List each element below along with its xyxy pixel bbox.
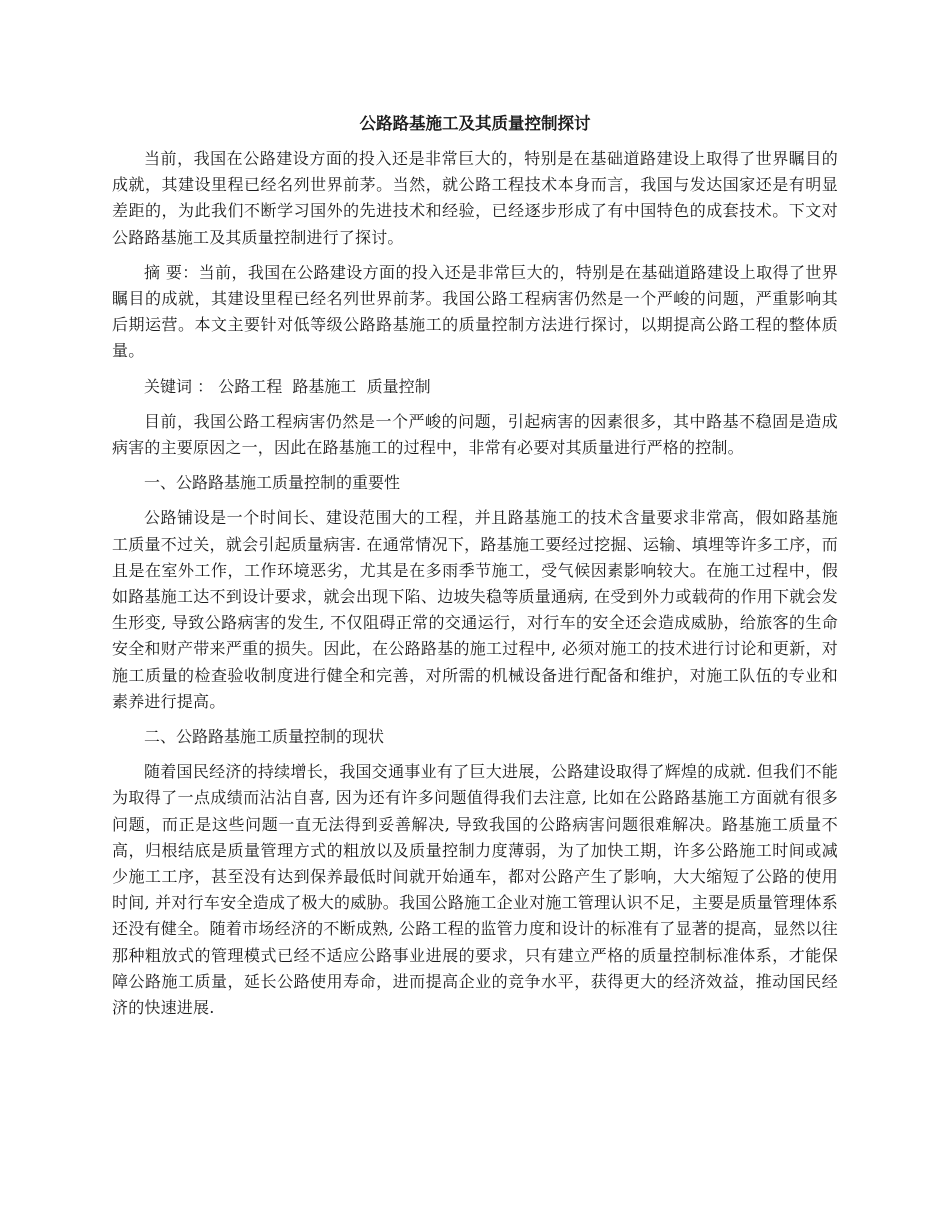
keyword-item: 路基施工 (292, 376, 357, 396)
section-body-paragraph: 随着国民经济的持续增长，我国交通事业有了巨大进展，公路建设取得了辉煌的成就. 但我们不能为取得了一点成绩而沾沾自喜, 因为还有许多问题值得我们去注意, 比如在公路路基施工方面就有很多问题，而正是这些问题一直无法得到妥善解决, 导致我国的公路病害问题很难解决。路基施工质量不高，归根结底是质量管理方式的粗放以及质量控制力度薄弱，为了加快工期，许多公路施工时间或减少施工工序，甚至没有达到保养最低时间就开始通车，都对公路产生了影响，大大缩短了公路的使用时间, 并对行车安全造成了极大的威胁。我国公路施工企业对施工管理认识不足，主要是质量管理体系还没有健全。随着市场经济的不断成熟, 公路工程的监管力度和设计的标准有了显著的提高，显然以往那种粗放式的管理模式已经不适应公路事业进展的要求，只有建立严格的质量控制标准体系，才能保障公路施工质量，延长公路使用寿命，进而提高企业的竞争水平，获得更大的经济效益，推动国民经济的快速进展. (112, 762, 838, 1018)
intro-paragraph: 当前，我国在公路建设方面的投入还是非常巨大的，特别是在基础道路建设上取得了世界瞩目的成就，其建设里程已经名列世界前茅。当然，就公路工程技术本身而言，我国与发达国家还是有明显差距的，为此我们不断学习国外的先进技术和经验，已经逐步形成了有中国特色的成套技术。下文对公路路基施工及其质量控制进行了探讨。 (112, 149, 838, 247)
body-paragraph: 目前，我国公路工程病害仍然是一个严峻的问题，引起病害的因素很多，其中路基不稳固是造成病害的主要原因之一，因此在路基施工的过程中，非常有必要对其质量进行严格的控制。 (112, 411, 838, 458)
section-heading: 二、公路路基施工质量控制的现状 (144, 727, 385, 747)
keywords-line (112, 374, 838, 400)
document-page (112, 112, 838, 1030)
section-body-paragraph: 公路铺设是一个时间长、建设范围大的工程，并且路基施工的技术含量要求非常高，假如路基施工质量不过关，就会引起质量病害. 在通常情况下，路基施工要经过挖掘、运输、填埋等许多工序，而且是在室外工作，工作环境恶劣，尤其是在多雨季节施工，受气候因素影响较大。在施工过程中，假如路基施工达不到设计要求，就会出现下陷、边坡失稳等质量通病, 在受到外力或载荷的作用下就会发生形变, 导致公路病害的发生, 不仅阻碍正常的交通运行，对行车的安全还会造成威胁，给旅客的生命安全和财产带来严重的损失。因此，在公路路基的施工过程中, 必须对施工的技术进行讨论和更新，对施工质量的检查验收制度进行健全和完善，对所需的机械设备进行配备和维护，对施工队伍的专业和素养进行提高。 (112, 508, 838, 711)
section-heading: 一、公路路基施工质量控制的重要性 (144, 473, 401, 493)
document-title: 公路路基施工及其质量控制探讨 (359, 114, 591, 133)
keyword-item: 质量控制 (366, 376, 431, 396)
abstract-paragraph: 摘 要：当前，我国在公路建设方面的投入还是非常巨大的，特别是在基础道路建设上取得了世界瞩目的成就，其建设里程已经名列世界前茅。我国公路工程病害仍然是一个严峻的问题，严重影响其后期运营。本文主要针对低等级公路路基施工的质量控制方法进行探讨，以期提高公路工程的整体质量。 (112, 262, 838, 361)
keywords-label: 关键词 ： (144, 376, 214, 396)
keyword-item: 公路工程 (218, 376, 283, 396)
